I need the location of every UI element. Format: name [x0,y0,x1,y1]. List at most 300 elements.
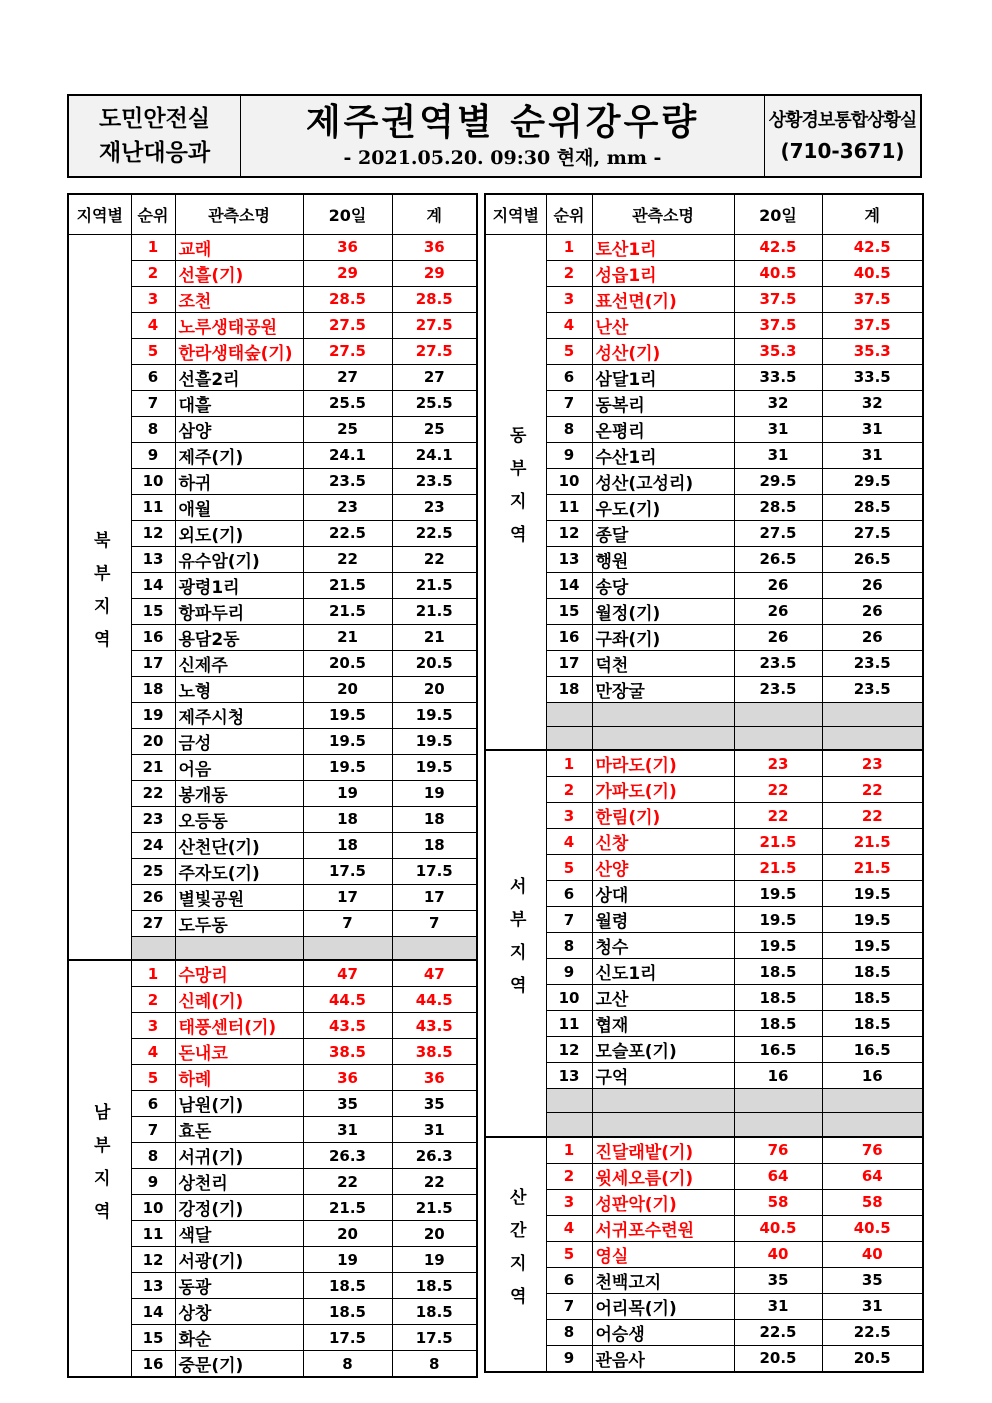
station-name: 노형 [175,676,303,702]
situation-room-name: 상황경보통합상황실 [768,110,917,131]
rank-cell: 2 [131,260,175,286]
rank-cell: 9 [546,959,592,985]
col-day: 20일 [734,194,822,234]
day-rainfall: 26.3 [303,1143,392,1169]
total-rainfall: 23.5 [822,676,923,702]
rank-cell: 8 [546,933,592,959]
station-name: 표선면(기) [592,286,734,312]
station-name: 영실 [592,1241,734,1267]
station-name: 서귀(기) [175,1143,303,1169]
rank-cell: 16 [131,624,175,650]
table-row [485,286,923,312]
rank-cell: 18 [546,676,592,702]
rank-cell [131,936,175,960]
station-name: 신도1리 [592,959,734,985]
total-rainfall: 25.5 [392,390,477,416]
station-name: 태풍센터(기) [175,1013,303,1039]
station-name: 삼달1리 [592,364,734,390]
col-station: 관측소명 [175,194,303,234]
total-rainfall: 23.5 [392,468,477,494]
col-station: 관측소명 [592,194,734,234]
phone-number: (710-3671) [780,139,905,163]
rank-cell: 7 [546,907,592,933]
station-name [592,1089,734,1113]
total-rainfall: 38.5 [392,1039,477,1065]
table-row [485,1163,923,1189]
total-rainfall: 40.5 [822,260,923,286]
day-rainfall: 35 [734,1267,822,1293]
rank-cell: 7 [131,390,175,416]
day-rainfall: 21.5 [734,855,822,881]
table-row [485,907,923,933]
rank-cell: 2 [546,1163,592,1189]
rank-cell: 4 [546,829,592,855]
rank-cell: 11 [131,1221,175,1247]
day-rainfall: 19.5 [303,702,392,728]
table-row [485,985,923,1011]
station-name: 수망리 [175,960,303,987]
station-name: 어음 [175,754,303,780]
rank-cell: 4 [546,312,592,338]
station-name: 상창 [175,1299,303,1325]
department-block [69,96,241,176]
station-name: 조천 [175,286,303,312]
total-rainfall: 19.5 [392,702,477,728]
station-name: 덕천 [592,650,734,676]
office-name: 도민안전실 [98,106,211,132]
station-name: 삼양 [175,416,303,442]
day-rainfall: 31 [734,416,822,442]
total-rainfall: 26 [822,572,923,598]
station-name: 하귀 [175,468,303,494]
table-row [485,1063,923,1089]
rank-cell: 10 [546,468,592,494]
total-rainfall: 21.5 [392,1195,477,1221]
day-rainfall: 17.5 [303,1325,392,1351]
total-rainfall: 31 [392,1117,477,1143]
day-rainfall: 23 [303,494,392,520]
rank-cell: 10 [131,468,175,494]
total-rainfall: 20.5 [822,1345,923,1372]
rank-cell: 10 [131,1195,175,1221]
station-name: 성판악(기) [592,1189,734,1215]
rank-cell: 6 [546,1267,592,1293]
day-rainfall: 20.5 [303,650,392,676]
station-name [175,936,303,960]
station-name: 하례 [175,1065,303,1091]
table-row [485,312,923,338]
day-rainfall: 22 [303,1169,392,1195]
station-name: 난산 [592,312,734,338]
day-rainfall: 27.5 [734,520,822,546]
station-name: 진달래밭(기) [592,1137,734,1164]
day-rainfall [734,702,822,726]
total-rainfall: 19 [392,1247,477,1273]
rank-cell: 12 [131,1247,175,1273]
rank-cell: 16 [131,1351,175,1378]
total-rainfall: 21 [392,624,477,650]
total-rainfall: 19.5 [392,728,477,754]
total-rainfall: 22.5 [822,1319,923,1345]
day-rainfall: 18.5 [734,959,822,985]
rank-cell: 8 [131,1143,175,1169]
day-rainfall: 20 [303,1221,392,1247]
rank-cell: 12 [131,520,175,546]
station-name: 성산(고성리) [592,468,734,494]
total-rainfall: 17.5 [392,1325,477,1351]
total-rainfall: 27.5 [392,312,477,338]
station-name: 모슬포(기) [592,1037,734,1063]
rank-cell: 17 [131,650,175,676]
col-region: 지역별 [68,194,131,234]
station-name: 오등동 [175,806,303,832]
total-rainfall: 7 [392,910,477,936]
total-rainfall: 8 [392,1351,477,1378]
rank-cell: 22 [131,780,175,806]
day-rainfall: 19 [303,780,392,806]
day-rainfall: 47 [303,960,392,987]
rank-cell: 1 [546,1137,592,1164]
rank-cell: 11 [546,1011,592,1037]
day-rainfall: 33.5 [734,364,822,390]
day-rainfall: 22 [734,803,822,829]
col-rank: 순위 [131,194,175,234]
total-rainfall: 26.3 [392,1143,477,1169]
day-rainfall: 43.5 [303,1013,392,1039]
total-rainfall: 35 [822,1267,923,1293]
table-row [485,750,923,777]
rank-cell: 12 [546,1037,592,1063]
total-rainfall: 16.5 [822,1037,923,1063]
rank-cell: 7 [546,1293,592,1319]
total-rainfall: 31 [822,442,923,468]
rank-cell: 11 [546,494,592,520]
station-name: 월정(기) [592,598,734,624]
total-rainfall: 18.5 [822,1011,923,1037]
table-header-row [68,194,477,234]
station-name: 상천리 [175,1169,303,1195]
total-rainfall: 27 [392,364,477,390]
station-name: 한림(기) [592,803,734,829]
total-rainfall: 18.5 [822,959,923,985]
table-row [485,1267,923,1293]
table-row [485,598,923,624]
station-name: 돈내코 [175,1039,303,1065]
station-name [592,702,734,726]
rank-cell [546,1113,592,1137]
day-rainfall: 44.5 [303,987,392,1013]
rank-cell [546,726,592,750]
total-rainfall: 17.5 [392,858,477,884]
empty-row [485,726,923,750]
station-name: 외도(기) [175,520,303,546]
day-rainfall: 28.5 [303,286,392,312]
total-rainfall: 17 [392,884,477,910]
station-name: 광령1리 [175,572,303,598]
day-rainfall: 23 [734,750,822,777]
total-rainfall: 26 [822,624,923,650]
table-row [485,1137,923,1164]
total-rainfall: 22 [392,1169,477,1195]
day-rainfall: 23.5 [734,676,822,702]
station-name: 용담2동 [175,624,303,650]
total-rainfall: 22 [392,546,477,572]
page-title: 제주권역별 순위강우량 [305,102,700,143]
day-rainfall: 17.5 [303,858,392,884]
station-name: 신제주 [175,650,303,676]
day-rainfall: 18 [303,832,392,858]
table-row [485,676,923,702]
station-name: 수산1리 [592,442,734,468]
rank-cell: 9 [546,442,592,468]
day-rainfall: 21.5 [303,598,392,624]
total-rainfall: 47 [392,960,477,987]
empty-row [485,1089,923,1113]
rank-cell: 20 [131,728,175,754]
total-rainfall: 36 [392,234,477,260]
total-rainfall: 18.5 [392,1299,477,1325]
station-name: 도두동 [175,910,303,936]
total-rainfall: 33.5 [822,364,923,390]
station-name: 우도(기) [592,494,734,520]
station-name: 온평리 [592,416,734,442]
rank-cell: 8 [131,416,175,442]
table-header-row [485,194,923,234]
day-rainfall: 19.5 [734,881,822,907]
total-rainfall [822,1089,923,1113]
table-row [68,960,477,987]
table-row [485,933,923,959]
station-name: 서귀포수련원 [592,1215,734,1241]
day-rainfall: 32 [734,390,822,416]
table-row [485,777,923,803]
page-subtitle: - 2021.05.20. 09:30 현재, mm - [343,147,662,169]
rank-cell: 5 [131,1065,175,1091]
station-name: 고산 [592,985,734,1011]
rank-cell: 6 [131,364,175,390]
rank-cell: 26 [131,884,175,910]
rank-cell: 27 [131,910,175,936]
day-rainfall: 25.5 [303,390,392,416]
rank-cell: 14 [131,1299,175,1325]
day-rainfall: 76 [734,1137,822,1164]
station-name: 제주시청 [175,702,303,728]
station-name: 성읍1리 [592,260,734,286]
table-row [485,1011,923,1037]
rank-cell: 3 [546,803,592,829]
station-name: 협재 [592,1011,734,1037]
day-rainfall: 31 [303,1117,392,1143]
table-row [485,338,923,364]
rank-cell: 5 [546,855,592,881]
table-row [485,494,923,520]
table-row [485,1037,923,1063]
title-block [241,96,765,176]
day-rainfall [734,1113,822,1137]
col-total: 계 [822,194,923,234]
total-rainfall [392,936,477,960]
col-total: 계 [392,194,477,234]
total-rainfall: 76 [822,1137,923,1164]
day-rainfall: 21.5 [303,572,392,598]
total-rainfall: 40.5 [822,1215,923,1241]
station-name: 노루생태공원 [175,312,303,338]
rank-cell: 5 [546,1241,592,1267]
total-rainfall: 16 [822,1063,923,1089]
day-rainfall: 7 [303,910,392,936]
total-rainfall: 28.5 [392,286,477,312]
total-rainfall: 23 [392,494,477,520]
region-label: 산간지역 [485,1137,546,1372]
rank-cell: 3 [546,1189,592,1215]
station-name: 어리목(기) [592,1293,734,1319]
day-rainfall: 27.5 [303,312,392,338]
total-rainfall: 18.5 [392,1273,477,1299]
total-rainfall: 23 [822,750,923,777]
col-rank: 순위 [546,194,592,234]
station-name: 선흘(기) [175,260,303,286]
station-name: 어승생 [592,1319,734,1345]
total-rainfall: 37.5 [822,312,923,338]
station-name: 금성 [175,728,303,754]
total-rainfall: 31 [822,1293,923,1319]
total-rainfall: 64 [822,1163,923,1189]
table-row [485,881,923,907]
table-row [485,546,923,572]
station-name: 행원 [592,546,734,572]
day-rainfall: 37.5 [734,286,822,312]
table-row [485,1293,923,1319]
rank-cell: 8 [546,416,592,442]
station-name: 유수암(기) [175,546,303,572]
table-row [485,1319,923,1345]
day-rainfall: 19 [303,1247,392,1273]
station-name: 월령 [592,907,734,933]
rank-cell: 13 [546,1063,592,1089]
rank-cell: 6 [131,1091,175,1117]
total-rainfall: 40 [822,1241,923,1267]
station-name: 중문(기) [175,1351,303,1378]
rank-cell: 13 [546,546,592,572]
total-rainfall: 18.5 [822,985,923,1011]
total-rainfall: 42.5 [822,234,923,260]
day-rainfall: 27.5 [303,338,392,364]
station-name: 천백고지 [592,1267,734,1293]
station-name: 효돈 [175,1117,303,1143]
rank-cell: 7 [131,1117,175,1143]
station-name: 토산1리 [592,234,734,260]
rank-cell: 2 [546,777,592,803]
station-name: 신례(기) [175,987,303,1013]
station-name: 신창 [592,829,734,855]
station-name: 종달 [592,520,734,546]
day-rainfall: 26.5 [734,546,822,572]
day-rainfall: 18.5 [734,1011,822,1037]
total-rainfall: 19.5 [822,907,923,933]
rank-cell: 2 [131,987,175,1013]
total-rainfall: 26.5 [822,546,923,572]
rank-cell: 9 [131,442,175,468]
station-name: 동광 [175,1273,303,1299]
day-rainfall: 26 [734,624,822,650]
table-row [485,390,923,416]
day-rainfall: 26 [734,572,822,598]
station-name: 만장굴 [592,676,734,702]
day-rainfall: 16 [734,1063,822,1089]
total-rainfall: 35 [392,1091,477,1117]
rank-cell: 15 [131,598,175,624]
total-rainfall [822,726,923,750]
rank-cell: 8 [546,1319,592,1345]
station-name: 색달 [175,1221,303,1247]
station-name: 구억 [592,1063,734,1089]
day-rainfall: 37.5 [734,312,822,338]
total-rainfall: 36 [392,1065,477,1091]
rank-cell: 17 [546,650,592,676]
rank-cell: 9 [546,1345,592,1372]
total-rainfall: 32 [822,390,923,416]
day-rainfall: 29.5 [734,468,822,494]
total-rainfall: 20.5 [392,650,477,676]
day-rainfall: 20 [303,676,392,702]
station-name: 한라생태숲(기) [175,338,303,364]
rank-cell: 25 [131,858,175,884]
rank-cell: 13 [131,1273,175,1299]
day-rainfall: 21.5 [303,1195,392,1221]
day-rainfall: 18.5 [303,1273,392,1299]
contact-block [765,96,920,176]
rank-cell: 16 [546,624,592,650]
total-rainfall: 19 [392,780,477,806]
rank-cell: 3 [131,286,175,312]
rank-cell: 21 [131,754,175,780]
table-row [485,468,923,494]
day-rainfall: 31 [734,442,822,468]
rank-cell [546,1089,592,1113]
rank-cell: 3 [131,1013,175,1039]
day-rainfall: 22.5 [734,1319,822,1345]
total-rainfall: 24.1 [392,442,477,468]
total-rainfall: 20 [392,676,477,702]
day-rainfall: 21 [303,624,392,650]
total-rainfall: 22 [822,777,923,803]
total-rainfall: 21.5 [392,598,477,624]
station-name: 마라도(기) [592,750,734,777]
rank-cell: 23 [131,806,175,832]
total-rainfall: 22 [822,803,923,829]
table-row [485,855,923,881]
table-row [485,260,923,286]
table-row [485,624,923,650]
rank-cell: 6 [546,881,592,907]
station-name: 화순 [175,1325,303,1351]
rank-cell: 1 [131,960,175,987]
day-rainfall: 64 [734,1163,822,1189]
total-rainfall: 26 [822,598,923,624]
day-rainfall: 40.5 [734,1215,822,1241]
day-rainfall: 21.5 [734,829,822,855]
station-name: 상대 [592,881,734,907]
day-rainfall: 35.3 [734,338,822,364]
day-rainfall: 17 [303,884,392,910]
rank-cell: 18 [131,676,175,702]
day-rainfall: 58 [734,1189,822,1215]
station-name: 주자도(기) [175,858,303,884]
total-rainfall: 20 [392,1221,477,1247]
station-name: 가파도(기) [592,777,734,803]
table-row [485,803,923,829]
station-name: 윗세오름(기) [592,1163,734,1189]
